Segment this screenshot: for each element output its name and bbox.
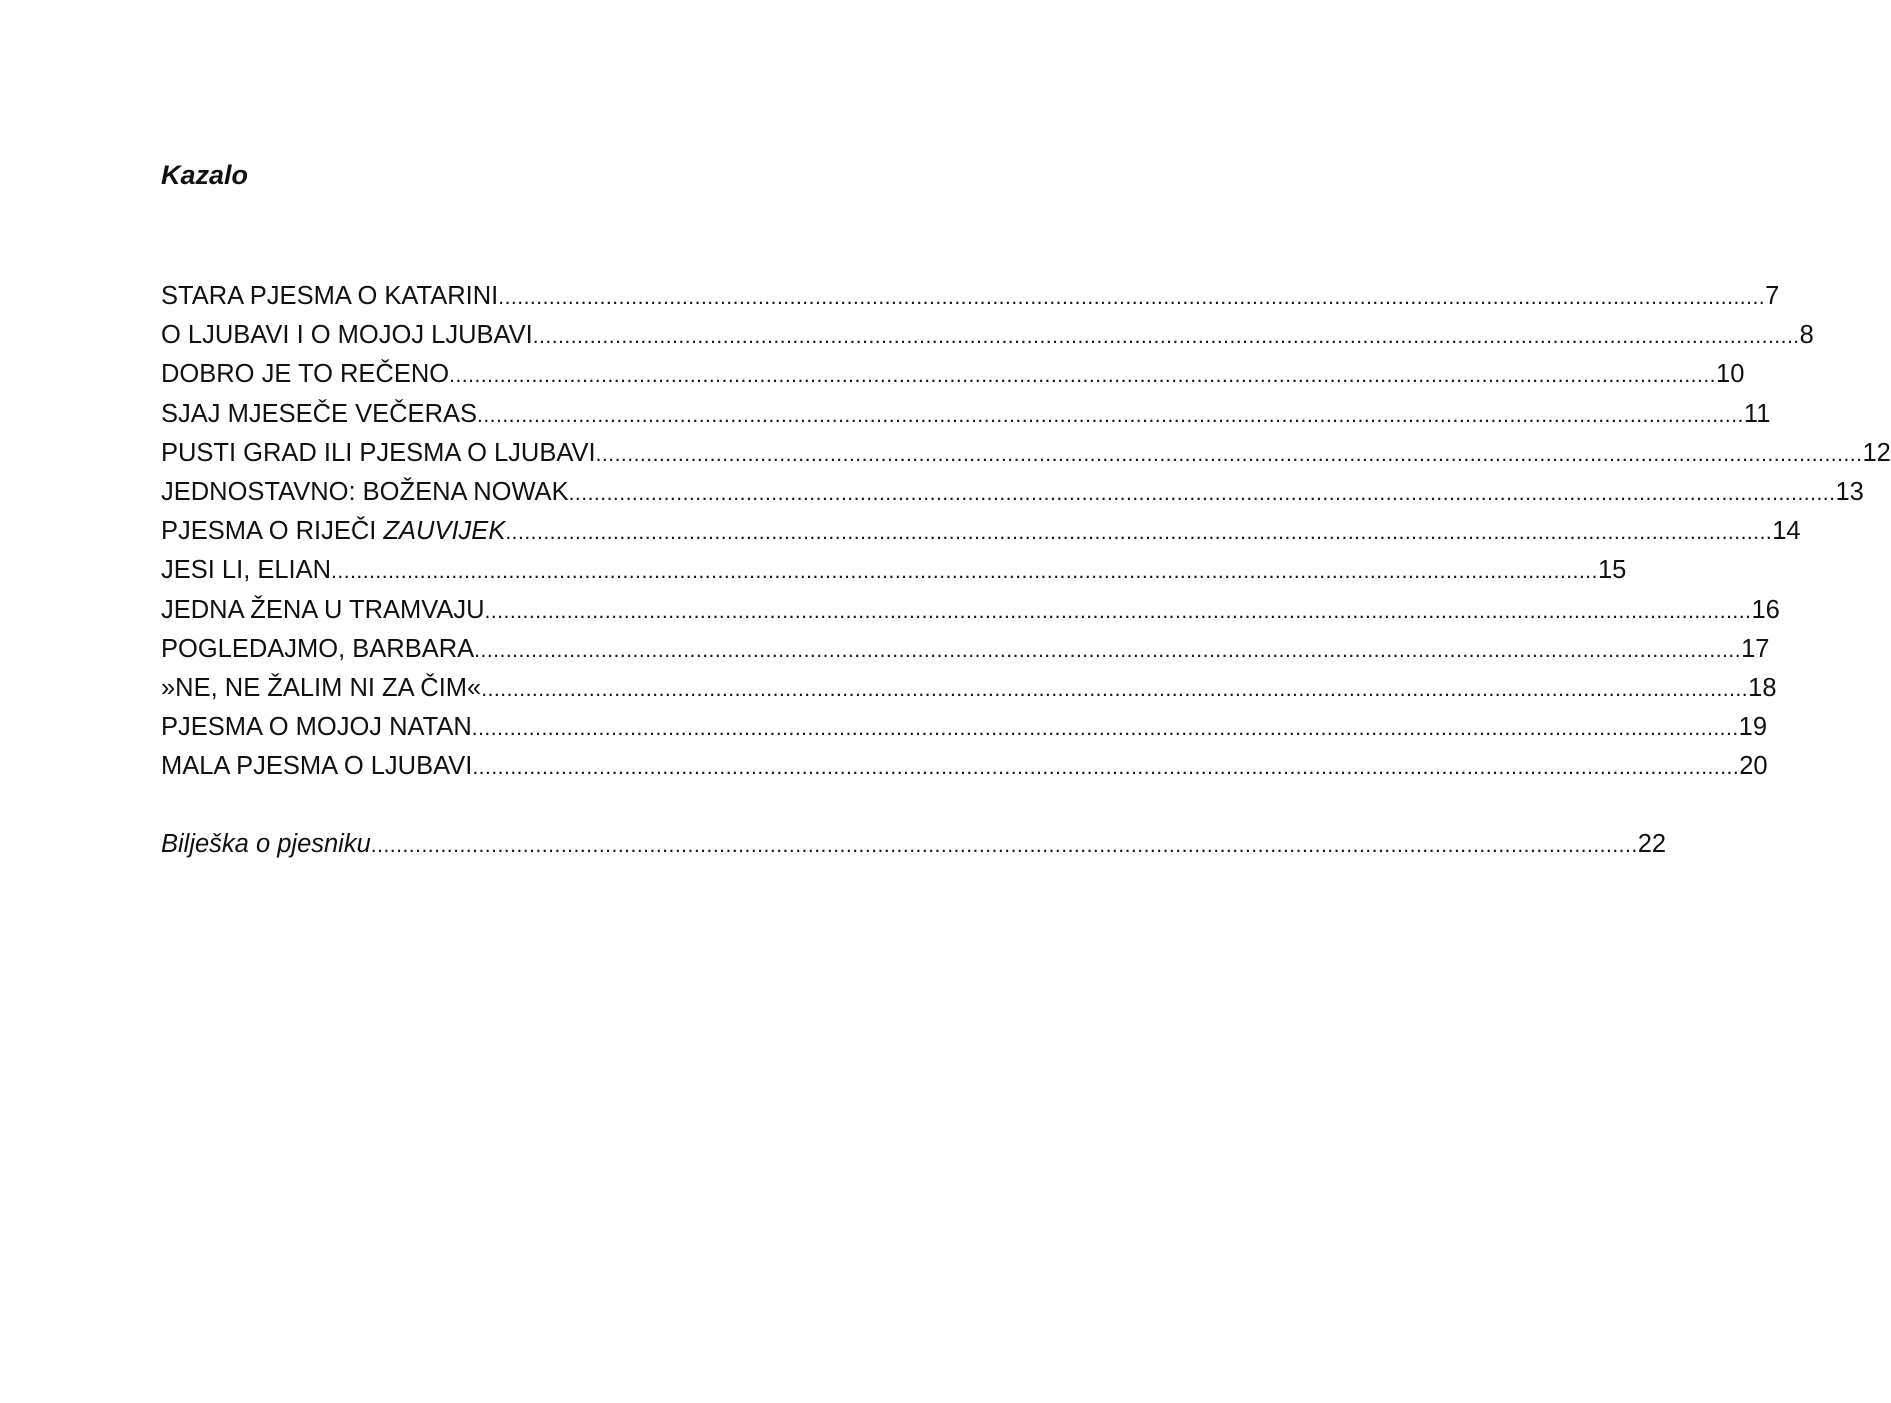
toc-leader-dots: ........................................................................................................................................................................................................ [532,325,1800,349]
toc-leader-dots: ........................................................................................................................................................................................................ [471,717,1739,741]
toc-leader-dots: ........................................................................................................................................................................................................ [331,560,1598,584]
toc-leader-dots: ........................................................................................................................................................................................................ [505,521,1773,545]
toc-entry-title [161,512,505,551]
toc-entry-page: 13 [1835,477,1864,506]
toc-entry-title: »NE, NE ŽALIM NI ZA ČIM« [161,673,482,702]
toc-entry-title: POGLEDAJMO, BARBARA [161,634,475,663]
toc-entry [161,747,1768,786]
toc-leader-dots: ........................................................................................................................................................................................................ [449,364,1717,388]
toc-entry-title: PJESMA O MOJOJ NATAN [161,713,472,742]
toc-entry-page: 22 [1637,830,1667,859]
toc-entry-title: MALA PJESMA O LJUBAVI [161,752,473,781]
toc-entry-page: 18 [1748,673,1777,702]
toc-entry-page: 8 [1799,321,1814,350]
toc-entry [161,473,1864,512]
toc-entry [161,591,1780,630]
toc-entry-page: 10 [1716,360,1745,389]
toc-entry [161,277,1780,316]
toc-entry-page: 14 [1772,517,1801,546]
toc-entry-page: 7 [1765,282,1780,310]
page-title: Kazalo [161,160,249,190]
toc-leader-dots: ........................................................................................................................................................................................................ [472,756,1740,780]
toc-leader-dots: ........................................................................................................................................................................................................ [474,638,1742,662]
toc-entry [161,355,1745,394]
toc-entry-title: STARA PJESMA O KATARINI [161,282,499,310]
toc-leader-dots: ........................................................................................................................................................................................................ [595,442,1863,466]
toc-entry [161,512,1801,551]
toc-entry [161,395,1771,434]
toc-entry-page: 19 [1738,713,1768,742]
toc-leader-dots: ........................................................................................................................................................................................................ [568,481,1836,505]
toc-entry-title: PUSTI GRAD ILI PJESMA O LJUBAVI [161,438,596,467]
toc-leader-dots: ........................................................................................................................................................................................................ [484,599,1752,623]
toc-entry [161,316,1814,355]
toc-entry-page: 11 [1743,399,1771,428]
toc-leader-dots: ........................................................................................................................................................................................................ [477,403,1744,427]
toc-leader-dots: ........................................................................................................................................................................................................ [481,677,1749,701]
toc-entry-title-italic: ZAUVIJEK [383,517,506,546]
toc-entry-title: O LJUBAVI I O MOJOJ LJUBAVI [161,321,533,350]
toc-entry-title: JEDNA ŽENA U TRAMVAJU [161,595,485,624]
toc-entry-page: 17 [1741,634,1770,663]
toc-entry-title: JESI LI, ELIAN [161,556,332,585]
toc-entry-note [161,825,1667,864]
toc-entry-page: 20 [1739,752,1768,781]
toc-entry-title-plain: PJESMA O RIJEČI [161,517,384,546]
toc-entry [161,630,1770,669]
toc-entry [161,708,1768,747]
toc-entry-page: 15 [1597,556,1627,585]
toc-leader-dots: ........................................................................................................................................................................................................ [370,834,1638,858]
table-of-contents [161,277,1891,865]
toc-entry [161,434,1891,473]
toc-entry-title: Bilješka o pjesniku [161,830,371,859]
toc-entry-page: 16 [1751,595,1780,624]
toc-entry [161,551,1627,590]
toc-leader-dots: ........................................................................................................................................................................................................ [498,286,1766,309]
toc-entry-page: 12 [1862,438,1891,467]
toc-entry-title: SJAJ MJESEČE VEČERAS [161,399,477,428]
toc-entry-title: DOBRO JE TO REČENO [161,360,450,389]
toc-entry [161,669,1777,708]
toc-entry-title: JEDNOSTAVNO: BOŽENA NOWAK [161,477,569,506]
toc-spacer [161,786,836,825]
